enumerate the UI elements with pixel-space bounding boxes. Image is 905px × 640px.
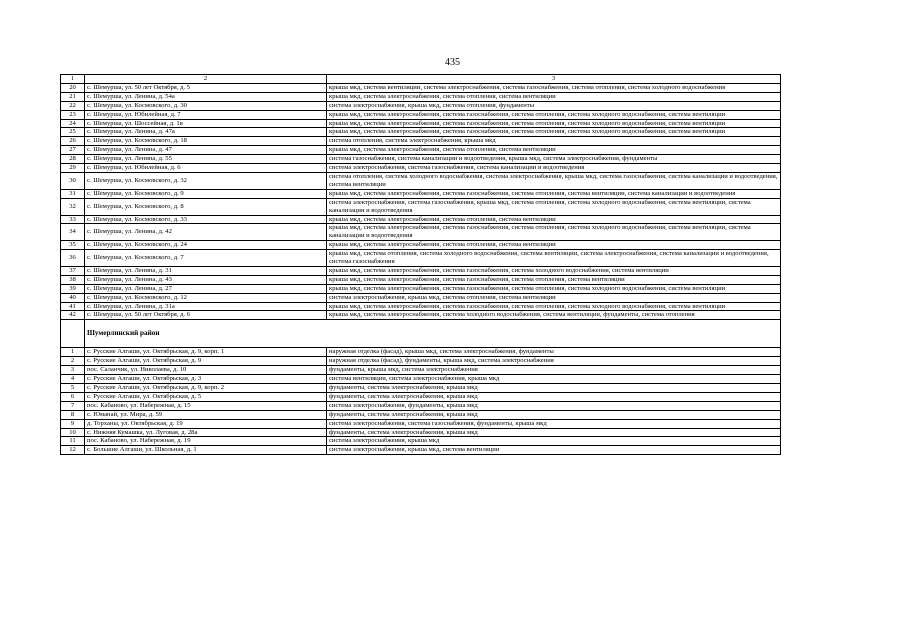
row-works: крыша мкд, система отопления, система холодного водоснабжения, система вентиляции, система электроснабжения, система канализации и водоотведения, система газоснабжения <box>327 250 781 267</box>
row-address: с. Шемурша, ул. Юбилейная, д. 6 <box>85 164 327 173</box>
row-address: с. Шемурша, ул. Ленина, д. 47 <box>85 146 327 155</box>
row-works: фундаменты, система электроснабжения, крыша мкд <box>327 384 781 393</box>
row-works: крыша мкд, система электроснабжения, система холодного водоснабжения, система вентиляции, фундаменты, система отопления <box>327 311 781 320</box>
row-works: крыша мкд, система электроснабжения, система газоснабжения, система отопления, система холодного водоснабжения, система вентиляции <box>327 110 781 119</box>
row-number: 1 <box>61 348 85 357</box>
row-number: 33 <box>61 215 85 224</box>
table-row <box>61 284 781 293</box>
row-address: с. Русские Алгаши, ул. Октябрьская, д. 9, корп. 2 <box>85 384 327 393</box>
table-row <box>61 198 781 215</box>
works-table <box>60 74 781 455</box>
table-row <box>61 375 781 384</box>
row-address: с. Шемурша, ул. Ленина, д. 43 <box>85 275 327 284</box>
table-row <box>61 215 781 224</box>
row-number: 6 <box>61 392 85 401</box>
row-address: с. Шемурша, ул. Шоссейная, д. 1в <box>85 119 327 128</box>
row-address: с. Нижняя Кумашка, ул. Луговая, д. 28а <box>85 428 327 437</box>
column-number-2: 2 <box>85 75 327 84</box>
row-address: с. Шемурша, ул. Ленина, д. 31а <box>85 302 327 311</box>
row-works: крыша мкд, система вентиляции, система электроснабжения, система газоснабжения, система отопления, система холодного водоснабжения <box>327 83 781 92</box>
row-number: 23 <box>61 110 85 119</box>
table-row <box>61 224 781 241</box>
row-number: 22 <box>61 101 85 110</box>
row-address: с. Шемурша, ул. Космовского, д. 18 <box>85 137 327 146</box>
row-address: пос. Кабаново, ул. Набережная, д. 15 <box>85 401 327 410</box>
section-row <box>61 320 781 348</box>
table-row <box>61 119 781 128</box>
column-number-1: 1 <box>61 75 85 84</box>
row-number: 27 <box>61 146 85 155</box>
table-row <box>61 446 781 455</box>
section-empty-cell <box>61 320 85 348</box>
row-address: с. Шемурша, ул. Космовского, д. 8 <box>85 198 327 215</box>
row-address: д. Торханы, ул. Октябрьская, д. 19 <box>85 419 327 428</box>
row-works: фундаменты, крыша мкд, система электроснабжения <box>327 366 781 375</box>
row-address: с. Шемурша, ул. Космовского, д. 9 <box>85 189 327 198</box>
row-address: с. Русские Алгаши, ул. Октябрьская, д. 5 <box>85 392 327 401</box>
row-works: крыша мкд, система электроснабжения, система отопления, система вентиляции <box>327 146 781 155</box>
table-row <box>61 172 781 189</box>
row-works: крыша мкд, система электроснабжения, система газоснабжения, система отопления, система холодного водоснабжения, система вентиляции <box>327 119 781 128</box>
row-works: система отопления, система холодного водоснабжения, система электроснабжения, крыша мкд, система газоснабжения, система канализации и водоотведения, система вентиляции <box>327 172 781 189</box>
row-number: 42 <box>61 311 85 320</box>
row-works: крыша мкд, система электроснабжения, система отопления, система вентиляции <box>327 215 781 224</box>
table-row <box>61 83 781 92</box>
row-number: 30 <box>61 172 85 189</box>
row-address: с. Шемурша, ул. Ленина, д. 54а <box>85 92 327 101</box>
row-number: 3 <box>61 366 85 375</box>
row-address: с. Русские Алгаши, ул. Октябрьская, д. 3 <box>85 375 327 384</box>
row-works: система электроснабжения, система газоснабжения, фундаменты, крыша мкд <box>327 419 781 428</box>
row-works: крыша мкд, система электроснабжения, система газоснабжения, система отопления, система холодного водоснабжения, система вентиляции <box>327 302 781 311</box>
row-works: фундаменты, система электроснабжения, крыша мкд <box>327 392 781 401</box>
table-row <box>61 392 781 401</box>
row-address: с. Юманай, ул. Мира, д. 59 <box>85 410 327 419</box>
row-works: наружная отделка (фасад), крыша мкд, система электроснабжения, фундаменты <box>327 348 781 357</box>
table-row <box>61 275 781 284</box>
section-title: Шумерлинский район <box>85 320 781 348</box>
row-number: 2 <box>61 357 85 366</box>
row-address: с. Шемурша, ул. Космовского, д. 30 <box>85 101 327 110</box>
row-number: 28 <box>61 155 85 164</box>
row-number: 21 <box>61 92 85 101</box>
row-number: 8 <box>61 410 85 419</box>
row-works: крыша мкд, система электроснабжения, система отопления, система вентиляции <box>327 92 781 101</box>
row-number: 24 <box>61 119 85 128</box>
row-works: система электроснабжения, крыша мкд, система отопления, фундаменты <box>327 101 781 110</box>
row-number: 37 <box>61 266 85 275</box>
row-number: 20 <box>61 83 85 92</box>
section-row-group <box>61 320 781 348</box>
row-works: наружная отделка (фасад), фундаменты, крыша мкд, система электроснабжения <box>327 357 781 366</box>
table-row <box>61 189 781 198</box>
table-row <box>61 137 781 146</box>
row-works: система электроснабжения, фундаменты, крыша мкд <box>327 401 781 410</box>
row-number: 40 <box>61 293 85 302</box>
row-number: 9 <box>61 419 85 428</box>
row-works: система электроснабжения, крыша мкд, система отопления, система вентиляции <box>327 293 781 302</box>
row-number: 35 <box>61 241 85 250</box>
row-works: крыша мкд, система электроснабжения, система газоснабжения, система отопления, система холодного водоснабжения, система вентиляции <box>327 128 781 137</box>
row-works: система электроснабжения, система газоснабжения, крыша мкд, система отопления, система холодного водоснабжения, система вентиляции, система канализации и водоотведения <box>327 198 781 215</box>
row-works: система электроснабжения, крыша мкд <box>327 437 781 446</box>
row-address: с. Шемурша, ул. Ленина, д. 42 <box>85 224 327 241</box>
row-address: с. Шемурша, ул. Ленина, д. 55 <box>85 155 327 164</box>
row-address: пос. Саланчик, ул. Николаева, д. 10 <box>85 366 327 375</box>
table-row <box>61 128 781 137</box>
table-body-shumerlya <box>61 348 781 455</box>
row-works: фундаменты, система электроснабжения, крыша мкд <box>327 410 781 419</box>
row-number: 32 <box>61 198 85 215</box>
row-works: фундаменты, система электроснабжения, крыша мкд <box>327 428 781 437</box>
table-row <box>61 293 781 302</box>
row-number: 34 <box>61 224 85 241</box>
row-address: с. Шемурша, ул. Космовского, д. 32 <box>85 172 327 189</box>
row-number: 39 <box>61 284 85 293</box>
row-works: крыша мкд, система электроснабжения, система газоснабжения, система отопления, система холодного водоснабжения, система вентиляции, система канализации и водоотведения <box>327 224 781 241</box>
row-number: 11 <box>61 437 85 446</box>
row-address: с. Шемурша, ул. Космовского, д. 7 <box>85 250 327 267</box>
table-row <box>61 410 781 419</box>
table-row <box>61 401 781 410</box>
row-works: крыша мкд, система электроснабжения, система газоснабжения, система отопления, система вентиляции, система канализации и водоотведения <box>327 189 781 198</box>
table-row <box>61 366 781 375</box>
table-row <box>61 110 781 119</box>
table-row <box>61 311 781 320</box>
row-number: 12 <box>61 446 85 455</box>
row-number: 25 <box>61 128 85 137</box>
table-header-row <box>61 75 781 84</box>
column-number-3: 3 <box>327 75 781 84</box>
table-row <box>61 357 781 366</box>
row-number: 4 <box>61 375 85 384</box>
table-row <box>61 250 781 267</box>
page-number: 435 <box>445 57 460 68</box>
row-address: с. Шемурша, ул. Ленина, д. 31 <box>85 266 327 275</box>
row-number: 7 <box>61 401 85 410</box>
table-row <box>61 146 781 155</box>
row-works: система вентиляции, система электроснабжения, крыша мкд <box>327 375 781 384</box>
table-body-shemursha <box>61 75 781 320</box>
table-row <box>61 428 781 437</box>
table-row <box>61 241 781 250</box>
table-row <box>61 266 781 275</box>
row-number: 26 <box>61 137 85 146</box>
row-works: система электроснабжения, система газоснабжения, система канализации и водоотведения <box>327 164 781 173</box>
table-row <box>61 384 781 393</box>
row-works: система отопления, система электроснабжения, крыша мкд <box>327 137 781 146</box>
row-number: 31 <box>61 189 85 198</box>
table-row <box>61 164 781 173</box>
row-address: с. Шемурша, ул. Космовского, д. 12 <box>85 293 327 302</box>
row-works: система газоснабжения, система канализации и водоотведения, крыша мкд, система электроснабжения, фундаменты <box>327 155 781 164</box>
table-row <box>61 419 781 428</box>
row-number: 38 <box>61 275 85 284</box>
table-row <box>61 348 781 357</box>
row-works: крыша мкд, система электроснабжения, система газоснабжения, система отопления, система холодного водоснабжения, система вентиляции <box>327 284 781 293</box>
row-address: с. Русские Алгаши, ул. Октябрьская, д. 9 <box>85 357 327 366</box>
row-works: система электроснабжения, крыша мкд, система вентиляции <box>327 446 781 455</box>
row-number: 41 <box>61 302 85 311</box>
row-works: крыша мкд, система электроснабжения, система газоснабжения, система холодного водоснабжения, система вентиляции <box>327 266 781 275</box>
row-address: с. Шемурша, ул. 50 лет Октября, д. 6 <box>85 311 327 320</box>
row-address: с. Большие Алгаши, ул. Школьная, д. 1 <box>85 446 327 455</box>
row-address: пос. Кабаново, ул. Набережная, д. 19 <box>85 437 327 446</box>
table-row <box>61 155 781 164</box>
row-address: с. Шемурша, ул. Ленина, д. 47а <box>85 128 327 137</box>
row-address: с. Шемурша, ул. Космовского, д. 24 <box>85 241 327 250</box>
row-number: 10 <box>61 428 85 437</box>
row-number: 29 <box>61 164 85 173</box>
table-row <box>61 92 781 101</box>
row-address: с. Шемурша, ул. Юбилейная, д. 7 <box>85 110 327 119</box>
table-row <box>61 302 781 311</box>
row-address: с. Русские Алгаши, ул. Октябрьская, д. 9, корп. 1 <box>85 348 327 357</box>
row-address: с. Шемурша, ул. 50 лет Октября, д. 5 <box>85 83 327 92</box>
row-address: с. Шемурша, ул. Космовского, д. 33 <box>85 215 327 224</box>
row-works: крыша мкд, система электроснабжения, система газоснабжения, система отопления, система вентиляции <box>327 275 781 284</box>
table-row <box>61 101 781 110</box>
row-address: с. Шемурша, ул. Ленина, д. 27 <box>85 284 327 293</box>
table-row <box>61 437 781 446</box>
row-number: 36 <box>61 250 85 267</box>
row-number: 5 <box>61 384 85 393</box>
row-works: крыша мкд, система электроснабжения, система отопления, система вентиляции <box>327 241 781 250</box>
